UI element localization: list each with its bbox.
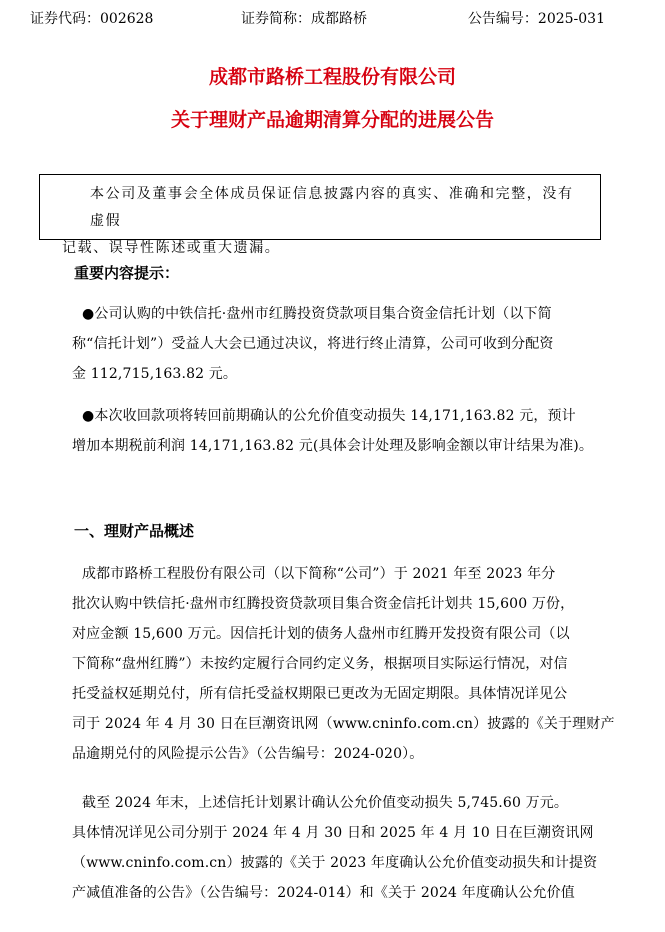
disclaimer-line: 记载、误导性陈述或重大遗漏。 — [62, 240, 281, 256]
text-line: 司于 2024 年 4 月 30 日在巨潮资讯网（www.cninfo.com.cn）披露的《关于理财产 — [72, 716, 615, 732]
body-paragraph — [72, 788, 600, 908]
text-line: 托受益权延期兑付，所有信托受益权期限已更改为无固定期限。具体情况详见公 — [72, 686, 568, 702]
announcement-number: 公告编号：2025-031 — [467, 11, 605, 27]
stock-code: 证券代码：002628 — [30, 11, 154, 27]
text-line: 批次认购中铁信托·盘州市红腾投资贷款项目集合资金信托计划共 15,600 万份， — [72, 596, 575, 612]
section-heading: 一、理财产品概述 — [74, 522, 195, 540]
company-title: 成都市路桥工程股份有限公司 — [208, 66, 456, 88]
text-line: 增加本期税前利润 14,171,163.82 元(具体会计处理及影响金额以审计结果为准)。 — [72, 438, 593, 454]
key-point-bullet — [72, 299, 600, 389]
text-line: ●公司认购的中铁信托·盘州市红腾投资贷款项目集合资金信托计划（以下简 — [82, 306, 552, 322]
body-paragraph — [72, 559, 615, 769]
document-header — [30, 8, 605, 28]
key-point-bullet — [72, 401, 600, 461]
disclaimer-box — [39, 174, 601, 256]
text-line: 称“信托计划”）受益人大会已通过决议，将进行终止清算，公司可收到分配资 — [72, 336, 554, 352]
text-line: 金 112,715,163.82 元。 — [72, 366, 238, 382]
text-line: 成都市路桥工程股份有限公司（以下简称“公司”）于 2021 年至 2023 年分 — [82, 566, 556, 582]
key-points-heading: 重要内容提示： — [74, 264, 180, 282]
announcement-title: 关于理财产品逾期清算分配的进展公告 — [170, 109, 494, 131]
text-line: 具体情况详见公司分别于 2024 年 4 月 30 日和 2025 年 4 月 10 日在巨潮资讯网 — [72, 825, 594, 841]
text-line: 截至 2024 年末，上述信托计划累计确认公允价值变动损失 5,745.60 万元。 — [82, 795, 569, 811]
text-line: 下简称“盘州红腾”）未按约定履行合同约定义务，根据项目实际运行情况，对信 — [72, 656, 568, 672]
text-line: 品逾期兑付的风险提示公告》（公告编号：2024-020）。 — [72, 746, 424, 762]
stock-short-name: 证券简称：成都路桥 — [241, 11, 367, 27]
text-line: 对应金额 15,600 万元。因信托计划的债务人盘州市红腾开发投资有限公司（以 — [72, 626, 570, 642]
text-line: ●本次收回款项将转回前期确认的公允价值变动损失 14,171,163.82 元，预计 — [82, 408, 576, 424]
text-line: 产减值准备的公告》（公告编号：2024-014）和《关于 2024 年度确认公允价值 — [72, 885, 575, 901]
disclaimer-line: 本公司及董事会全体成员保证信息披露内容的真实、准确和完整，没有虚假 — [90, 186, 574, 229]
text-line: （www.cninfo.com.cn）披露的《关于 2023 年度确认公允价值变动损失和计提资 — [72, 855, 598, 871]
